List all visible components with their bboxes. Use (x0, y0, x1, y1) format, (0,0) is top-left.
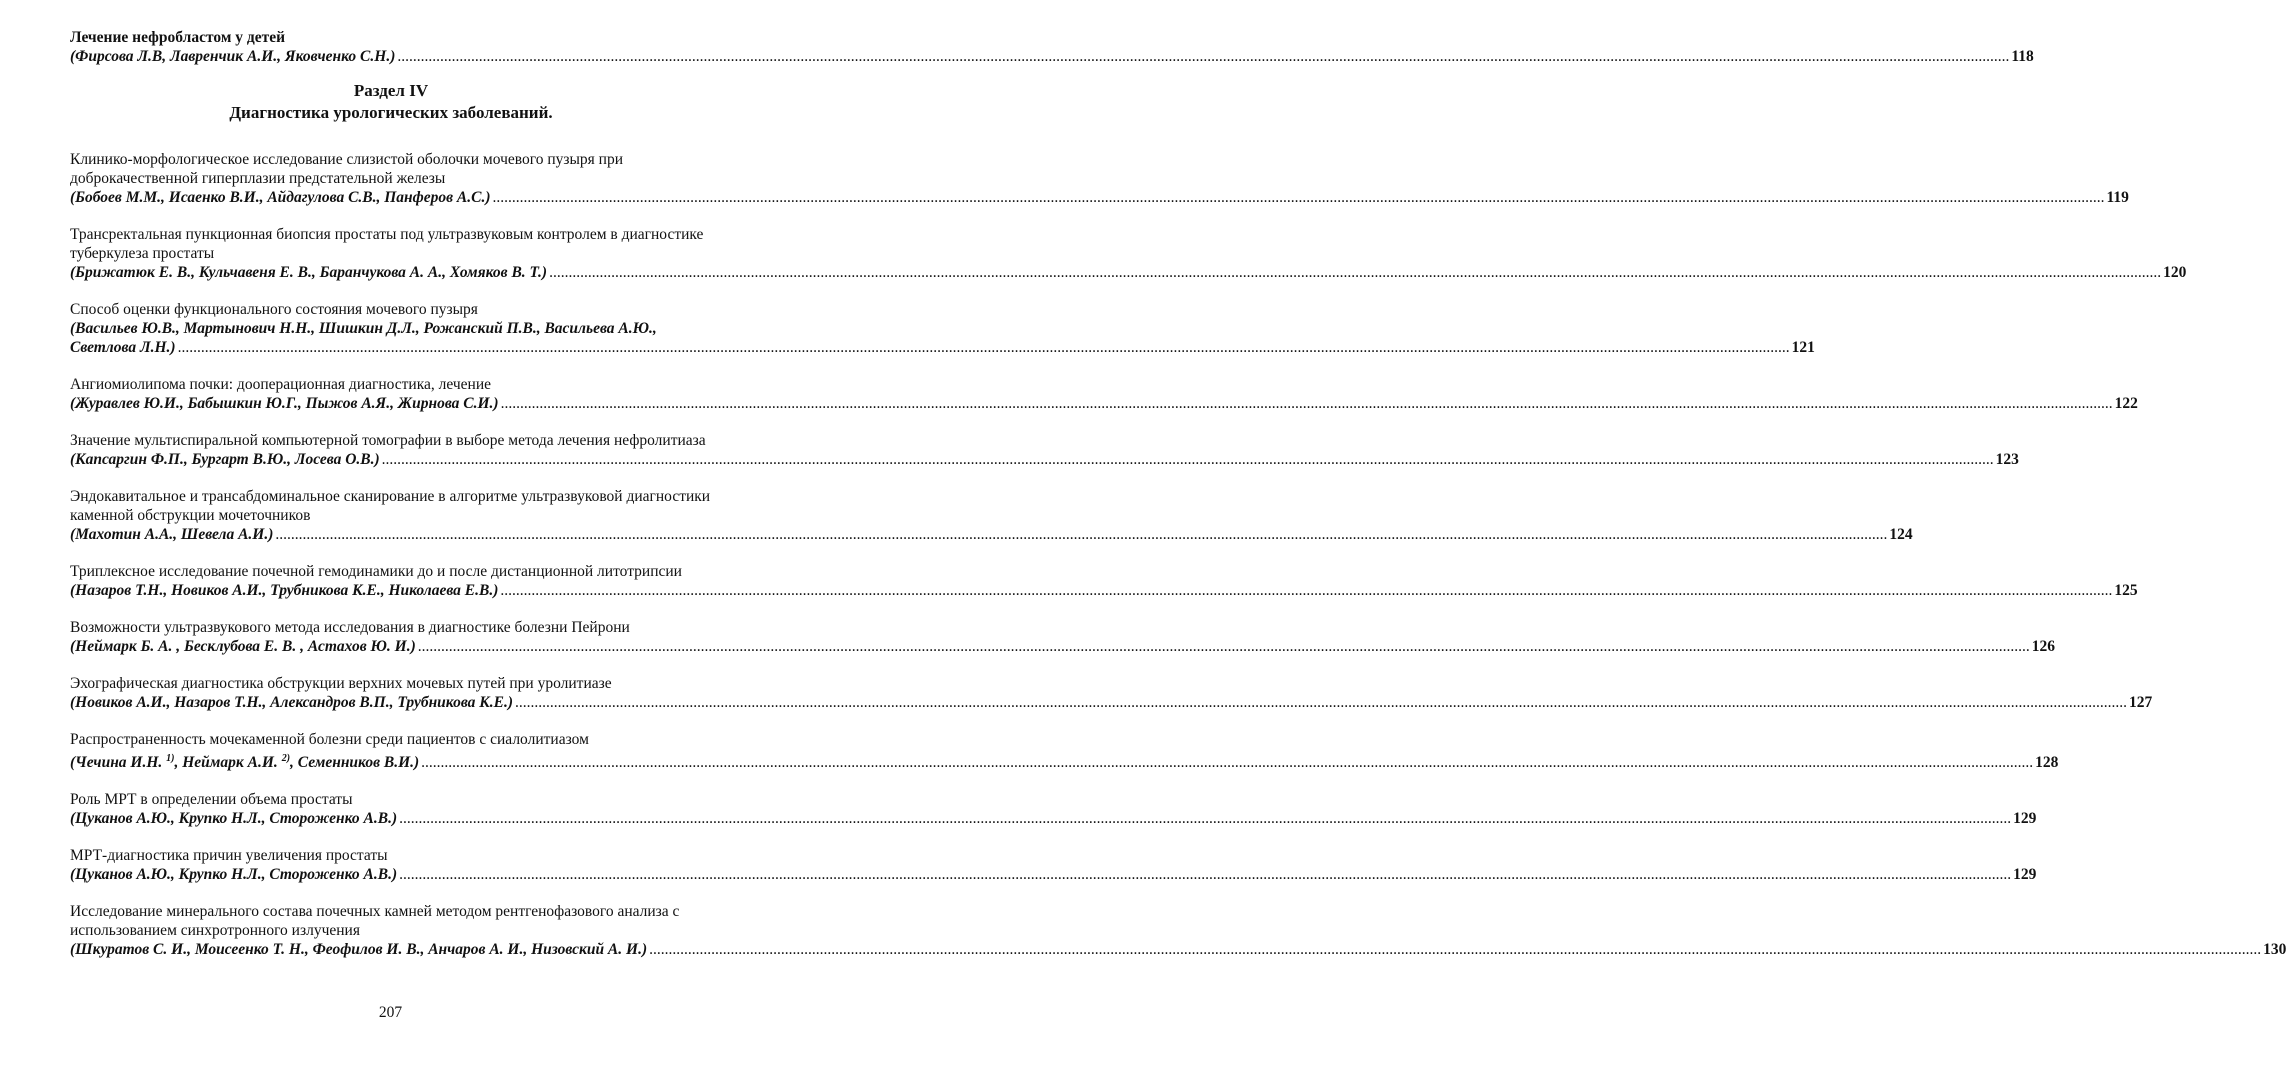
entry-page: 119 (2106, 189, 2129, 206)
section-header (70, 80, 712, 124)
toc-entry (70, 150, 2129, 207)
entry-title: Лечение нефробластом у детей (70, 29, 286, 46)
toc-entry (70, 730, 2059, 772)
entry-page: 128 (2035, 754, 2059, 772)
leader-dots (399, 809, 2011, 828)
entry-author-line (70, 749, 2059, 772)
entry-page: 124 (1889, 526, 1913, 543)
entry-title: Возможности ультразвукового метода исследования в диагностике болезни Пейрони (70, 619, 630, 636)
entry-title: МРТ-диагностика причин увеличения простаты (70, 847, 388, 865)
toc-entry (70, 618, 2056, 656)
author-text: , Семенников В.И.) (290, 754, 420, 772)
author-text: (Чечина И.Н. (70, 754, 167, 772)
leader-dots (275, 525, 1887, 544)
entry-authors: (Махотин А.А., Шевела А.И.) (70, 526, 274, 543)
entry-authors: (Цуканов А.Ю., Крупко Н.Л., Стороженко А.В.) (70, 866, 398, 884)
leader-dots (549, 263, 2161, 282)
entry-page: 127 (2129, 694, 2153, 711)
entry-authors: (Неймарк Б. А. , Бесклубова Е. В. , Астахов Ю. И.) (70, 638, 416, 655)
leader-dots (501, 394, 2113, 413)
toc-entry (70, 300, 1815, 357)
entry-title: Трансректальная пункционная биопсия простаты под ультразвуковым контролем в диагностике туберкулеза простаты (70, 226, 704, 262)
leader-dots (515, 693, 2127, 712)
entry-title: Роль МРТ в определении объема простаты (70, 791, 353, 809)
section-heading: Раздел IV (353, 81, 429, 100)
entry-authors: (Новиков А.И., Назаров Т.Н., Александров В.П., Трубникова К.Е.) (70, 694, 514, 711)
entry-author-line (70, 525, 1913, 544)
toc-entry (70, 790, 2037, 828)
entry-page: 122 (2114, 395, 2138, 412)
entry-page: 121 (1791, 339, 1815, 356)
toc-entry (70, 225, 2187, 282)
toc-entry (70, 375, 2138, 413)
entry-authors (70, 749, 419, 772)
entry-title: Клинико-морфологическое исследование слизистой оболочки мочевого пузыря при доброкачественной гиперплазии предстательной железы (70, 151, 623, 187)
entry-author-line (70, 940, 2286, 959)
entry-author-line (70, 188, 2129, 207)
entry-authors: (Назаров Т.Н., Новиков А.И., Трубникова К.Е., Николаева Е.В.) (70, 582, 499, 599)
entry-title: Способ оценки функционального состояния мочевого пузыря (70, 301, 478, 318)
entry-page: 123 (1995, 451, 2019, 468)
entry-author-line (70, 338, 1815, 357)
entry-page: 130 (2263, 941, 2286, 959)
entry-title: Эндокавитальное и трансабдоминальное сканирование в алгоритме ультразвуковой диагностики каменной обструкции мочеточников (70, 488, 711, 524)
entry-author-line (70, 450, 2019, 469)
entry-authors: (Капсаргин Ф.П., Бургарт В.Ю., Лосева О.В.) (70, 451, 380, 468)
entry-author-line (70, 865, 2037, 884)
entry-author-line (70, 581, 2138, 600)
entry-page: 125 (2114, 582, 2138, 599)
leader-dots (382, 450, 1994, 469)
entry-title: Триплексное исследование почечной гемодинамики до и после дистанционной литотрипсии (70, 563, 682, 580)
entry-authors-line1: (Васильев Ю.В., Мартынович Н.Н., Шишкин Д.Л., Рожанский П.В., Васильева А.Ю., (70, 320, 657, 337)
entry-author-line (70, 693, 2153, 712)
entry-authors: Светлова Л.Н.) (70, 339, 176, 356)
entry-title: Эхографическая диагностика обструкции верхних мочевых путей при уролитиазе (70, 675, 612, 692)
entry-page: 129 (2013, 866, 2037, 884)
entry-authors: (Фирсова Л.В, Лавренчик А.И., Яковченко С.Н.) (70, 48, 396, 65)
toc-entry (70, 487, 1913, 544)
section-title: Диагностика урологических заболеваний. (229, 103, 553, 122)
toc-entry (70, 562, 2138, 600)
entry-author-line (70, 637, 2056, 656)
entry-authors: (Бобоев М.М., Исаенко В.И., Айдагулова С.В., Панферов А.С.) (70, 189, 491, 206)
entry-title: Значение мультиспиральной компьютерной томографии в выборе метода лечения нефролитиаза (70, 432, 706, 449)
entry-authors: (Шкуратов С. И., Моисеенко Т. Н., Феофилов И. В., Анчаров А. И., Низовский А. И.) (70, 941, 648, 959)
leader-dots (493, 188, 2105, 207)
leader-dots (418, 637, 2030, 656)
leader-dots (397, 47, 2009, 66)
entry-page: 120 (2163, 264, 2187, 281)
entry-title: Ангиомиолипома почки: дооперационная диагностика, лечение (70, 376, 492, 393)
entry-page: 129 (2013, 810, 2037, 828)
entry-page: 118 (2011, 48, 2034, 65)
leader-dots (421, 753, 2033, 772)
entry-authors: (Цуканов А.Ю., Крупко Н.Л., Стороженко А.В.) (70, 810, 398, 828)
entry-author-line (70, 809, 2037, 828)
toc-content (70, 28, 2286, 977)
entry-authors: (Журавлев Ю.И., Бабышкин Ю.Г., Пыжов А.Я., Жирнова С.И.) (70, 395, 499, 412)
author-text: , Неймарк А.И. (174, 754, 282, 772)
toc-entry (70, 431, 2019, 469)
entry-title: Исследование минерального состава почечных камней методом рентгенофазового анализа с использованием синхротронного излучения (70, 903, 680, 940)
entry-author-line (70, 263, 2187, 282)
footnote-marker: 2) (281, 753, 291, 764)
footnote-marker: 1) (166, 753, 175, 764)
entry-authors: (Брижатюк Е. В., Кульчавеня Е. В., Баранчукова А. А., Хомяков В. Т.) (70, 264, 548, 281)
toc-entry (70, 902, 2286, 959)
leader-dots (178, 338, 1790, 357)
leader-dots (399, 865, 2011, 884)
toc-entry (70, 846, 2037, 884)
leader-dots (500, 581, 2112, 600)
entry-author-line (70, 394, 2138, 413)
entry-page: 126 (2031, 638, 2056, 655)
entry-author-line (70, 47, 2034, 66)
leader-dots (649, 940, 2261, 959)
toc-entry (70, 674, 2153, 712)
entry-title: Распространенность мочекаменной болезни среди пациентов с сиалолитиазом (70, 731, 589, 748)
page-number: 207 (378, 1004, 403, 1021)
toc-entry (70, 28, 2034, 66)
